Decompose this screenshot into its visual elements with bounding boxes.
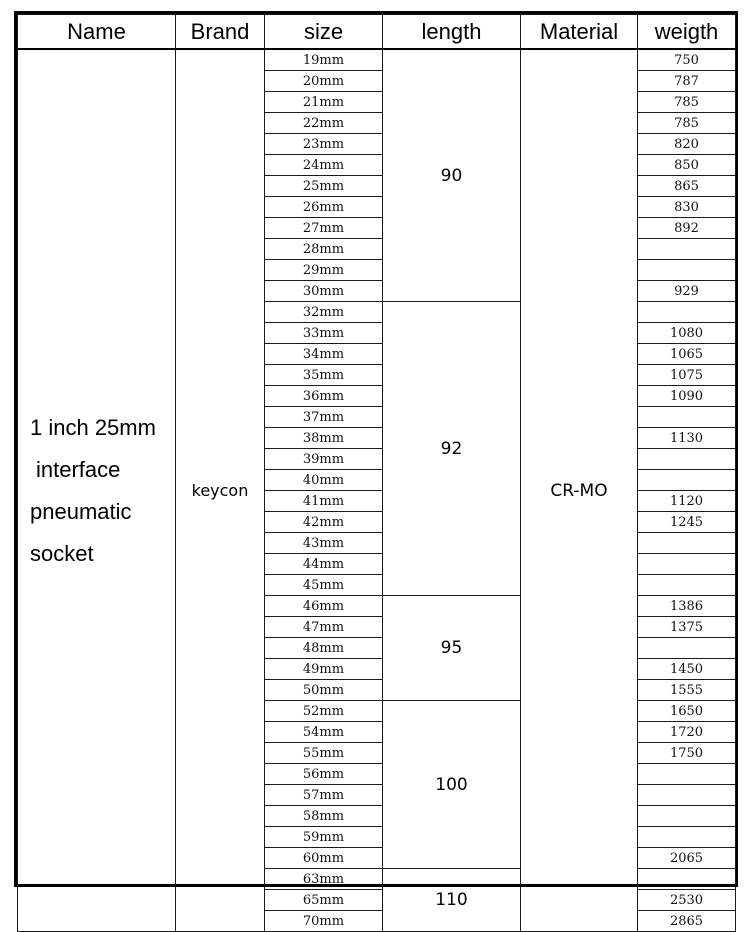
weight-cell bbox=[638, 764, 736, 785]
weight-cell: 1386 bbox=[638, 596, 736, 617]
table-row bbox=[18, 49, 736, 71]
size-cell: 70mm bbox=[265, 911, 383, 932]
product-name-line: socket bbox=[30, 540, 94, 566]
size-cell: 41mm bbox=[265, 491, 383, 512]
size-cell: 46mm bbox=[265, 596, 383, 617]
weight-cell: 1075 bbox=[638, 365, 736, 386]
size-cell: 35mm bbox=[265, 365, 383, 386]
brand-cell: keycon bbox=[176, 49, 265, 932]
material-cell: CR-MO bbox=[521, 49, 638, 932]
weight-cell bbox=[638, 554, 736, 575]
size-cell: 22mm bbox=[265, 113, 383, 134]
size-cell: 37mm bbox=[265, 407, 383, 428]
spec-sheet bbox=[14, 11, 738, 929]
size-cell: 52mm bbox=[265, 701, 383, 722]
weight-cell bbox=[638, 869, 736, 890]
size-cell: 49mm bbox=[265, 659, 383, 680]
product-name-line: 1 inch 25mm bbox=[30, 414, 156, 440]
length-cell: 92 bbox=[383, 302, 521, 596]
size-cell: 39mm bbox=[265, 449, 383, 470]
weight-cell: 1080 bbox=[638, 323, 736, 344]
weight-cell bbox=[638, 239, 736, 260]
weight-cell: 1750 bbox=[638, 743, 736, 764]
weight-cell: 1130 bbox=[638, 428, 736, 449]
weight-cell: 750 bbox=[638, 49, 736, 71]
length-cell: 95 bbox=[383, 596, 521, 701]
weight-cell bbox=[638, 407, 736, 428]
product-name-line: interface bbox=[36, 456, 121, 482]
weight-cell: 1090 bbox=[638, 386, 736, 407]
size-cell: 48mm bbox=[265, 638, 383, 659]
header-weight: weigth bbox=[638, 15, 736, 50]
weight-cell: 830 bbox=[638, 197, 736, 218]
header-material: Material bbox=[521, 15, 638, 50]
size-cell: 44mm bbox=[265, 554, 383, 575]
weight-cell: 892 bbox=[638, 218, 736, 239]
size-cell: 34mm bbox=[265, 344, 383, 365]
size-cell: 58mm bbox=[265, 806, 383, 827]
size-cell: 33mm bbox=[265, 323, 383, 344]
header-brand: Brand bbox=[176, 15, 265, 50]
size-cell: 59mm bbox=[265, 827, 383, 848]
product-name-cell bbox=[18, 49, 176, 932]
size-cell: 38mm bbox=[265, 428, 383, 449]
size-cell: 40mm bbox=[265, 470, 383, 491]
size-cell: 28mm bbox=[265, 239, 383, 260]
weight-cell bbox=[638, 470, 736, 491]
size-cell: 24mm bbox=[265, 155, 383, 176]
size-cell: 43mm bbox=[265, 533, 383, 554]
size-cell: 60mm bbox=[265, 848, 383, 869]
weight-cell: 787 bbox=[638, 71, 736, 92]
weight-cell: 1375 bbox=[638, 617, 736, 638]
weight-cell bbox=[638, 638, 736, 659]
weight-cell bbox=[638, 806, 736, 827]
size-cell: 29mm bbox=[265, 260, 383, 281]
weight-cell bbox=[638, 827, 736, 848]
size-cell: 50mm bbox=[265, 680, 383, 701]
size-cell: 55mm bbox=[265, 743, 383, 764]
size-cell: 47mm bbox=[265, 617, 383, 638]
header-row bbox=[18, 15, 736, 50]
weight-cell: 1065 bbox=[638, 344, 736, 365]
length-cell: 100 bbox=[383, 701, 521, 869]
size-cell: 23mm bbox=[265, 134, 383, 155]
weight-cell bbox=[638, 260, 736, 281]
size-cell: 32mm bbox=[265, 302, 383, 323]
table-body bbox=[18, 49, 736, 932]
weight-cell: 1450 bbox=[638, 659, 736, 680]
weight-cell: 929 bbox=[638, 281, 736, 302]
weight-cell: 820 bbox=[638, 134, 736, 155]
weight-cell: 2865 bbox=[638, 911, 736, 932]
weight-cell: 1555 bbox=[638, 680, 736, 701]
size-cell: 65mm bbox=[265, 890, 383, 911]
weight-cell: 1120 bbox=[638, 491, 736, 512]
size-cell: 27mm bbox=[265, 218, 383, 239]
size-cell: 42mm bbox=[265, 512, 383, 533]
weight-cell: 2530 bbox=[638, 890, 736, 911]
weight-cell: 865 bbox=[638, 176, 736, 197]
header-length: length bbox=[383, 15, 521, 50]
weight-cell bbox=[638, 449, 736, 470]
size-cell: 56mm bbox=[265, 764, 383, 785]
size-cell: 36mm bbox=[265, 386, 383, 407]
header-name: Name bbox=[18, 15, 176, 50]
weight-cell: 1245 bbox=[638, 512, 736, 533]
size-cell: 21mm bbox=[265, 92, 383, 113]
size-cell: 54mm bbox=[265, 722, 383, 743]
weight-cell bbox=[638, 785, 736, 806]
size-cell: 63mm bbox=[265, 869, 383, 890]
size-cell: 57mm bbox=[265, 785, 383, 806]
weight-cell: 1650 bbox=[638, 701, 736, 722]
weight-cell: 1720 bbox=[638, 722, 736, 743]
weight-cell: 2065 bbox=[638, 848, 736, 869]
size-cell: 25mm bbox=[265, 176, 383, 197]
weight-cell bbox=[638, 533, 736, 554]
size-cell: 20mm bbox=[265, 71, 383, 92]
weight-cell bbox=[638, 302, 736, 323]
length-cell: 110 bbox=[383, 869, 521, 932]
size-cell: 30mm bbox=[265, 281, 383, 302]
length-cell: 90 bbox=[383, 49, 521, 302]
size-cell: 45mm bbox=[265, 575, 383, 596]
spec-table bbox=[17, 14, 736, 932]
weight-cell bbox=[638, 575, 736, 596]
weight-cell: 785 bbox=[638, 92, 736, 113]
header-size: size bbox=[265, 15, 383, 50]
size-cell: 26mm bbox=[265, 197, 383, 218]
size-cell: 19mm bbox=[265, 49, 383, 71]
weight-cell: 850 bbox=[638, 155, 736, 176]
weight-cell: 785 bbox=[638, 113, 736, 134]
product-name-line: pneumatic bbox=[30, 498, 132, 524]
